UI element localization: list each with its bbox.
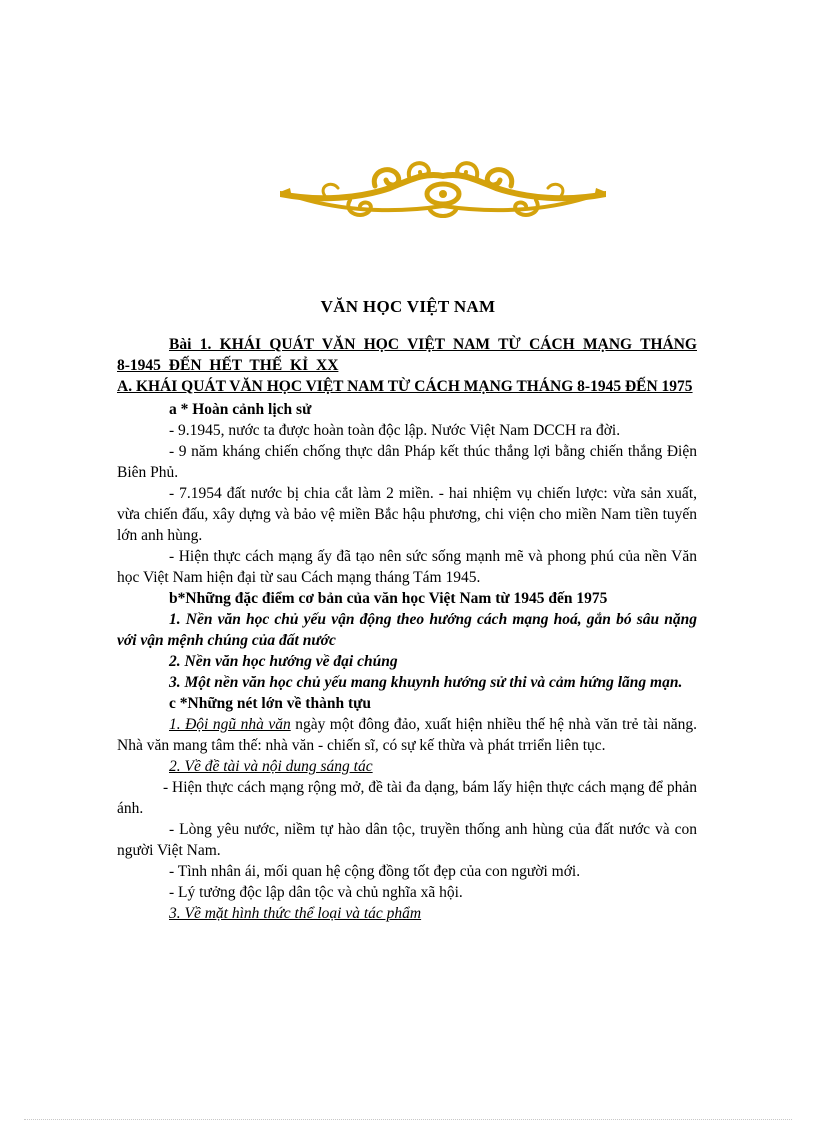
page-footer-divider bbox=[24, 1119, 792, 1120]
section-a-item: - 9.1945, nước ta được hoàn toàn độc lập. Nước Việt Nam DCCH ra đời. bbox=[169, 422, 621, 439]
section-b-item: 2. Nền văn học hướng về đại chúng bbox=[169, 653, 398, 670]
section-c-sub2 bbox=[117, 756, 697, 777]
section-c-heading: c *Những nét lớn về thành tựu bbox=[169, 695, 372, 712]
section-c-sub1 bbox=[117, 714, 697, 756]
sub2-title: 2. Về đề tài và nội dung sáng tác bbox=[169, 758, 373, 775]
sub2-item: - Lòng yêu nước, niềm tự hào dân tộc, truyền thống anh hùng của đất nước và con người Việt Nam. bbox=[117, 821, 697, 859]
section-c-sub3 bbox=[117, 903, 697, 924]
sub2-item: - Lý tưởng độc lập dân tộc và chủ nghĩa xã hội. bbox=[169, 884, 463, 901]
section-b-item: 1. Nền văn học chủ yếu vận động theo hướng cách mạng hoá, gắn bó sâu nặng với vận mệnh chúng của đất nước bbox=[117, 611, 697, 649]
sub3-title: 3. Về mặt hình thức thể loại và tác phẩm bbox=[169, 905, 422, 922]
document-body bbox=[117, 334, 697, 924]
lesson-title: Bài 1. KHÁI QUÁT VĂN HỌC VIỆT NAM TỪ CÁCH MẠNG THÁNG 8-1945 ĐẾN HẾT THẾ KỈ XX bbox=[117, 336, 697, 374]
section-a-item: - 9 năm kháng chiến chống thực dân Pháp kết thúc thắng lợi bằng chiến thắng Điện Biên Phủ. bbox=[117, 443, 697, 481]
section-a-heading: a * Hoàn cảnh lịch sử bbox=[169, 401, 312, 418]
sub1-text: ngày một đông đảo, xuất hiện nhiều thế hệ nhà văn trẻ tài năng. Nhà văn mang tâm thế: nhà văn - chiến sĩ, có sự kế thừa và phát trriển liên tục. bbox=[117, 716, 697, 754]
sub1-title: 1. Đội ngũ nhà văn bbox=[169, 716, 291, 733]
part-a-heading: A. KHÁI QUÁT VĂN HỌC VIỆT NAM TỪ CÁCH MẠNG THÁNG 8-1945 ĐẾN 1975 bbox=[117, 378, 693, 395]
sub2-item: - Tình nhân ái, mối quan hệ cộng đồng tốt đẹp của con người mới. bbox=[169, 863, 581, 880]
sub2-item: - Hiện thực cách mạng rộng mở, đề tài đa dạng, bám lấy hiện thực cách mạng để phản ánh. bbox=[117, 779, 697, 817]
section-b-heading: b*Những đặc điểm cơ bản của văn học Việt Nam từ 1945 đến 1975 bbox=[169, 590, 608, 607]
page-title: VĂN HỌC VIỆT NAM bbox=[320, 297, 496, 316]
gold-flourish-ornament-icon bbox=[280, 158, 606, 222]
section-a-item: - 7.1954 đất nước bị chia cắt làm 2 miền. - hai nhiệm vụ chiến lược: vừa sản xuất, vừa chiến đấu, xây dựng và bảo vệ miền Bắc hậu phương, chi viện cho miền Nam tiền tuyến lớn anh hùng. bbox=[117, 485, 697, 544]
section-a-item: - Hiện thực cách mạng ấy đã tạo nên sức sống mạnh mẽ và phong phú của nền Văn học Việt Nam hiện đại từ sau Cách mạng tháng Tám 1945. bbox=[117, 548, 697, 586]
section-b-item: 3. Một nền văn học chủ yếu mang khuynh hướng sử thi và cảm hứng lãng mạn. bbox=[169, 674, 683, 691]
